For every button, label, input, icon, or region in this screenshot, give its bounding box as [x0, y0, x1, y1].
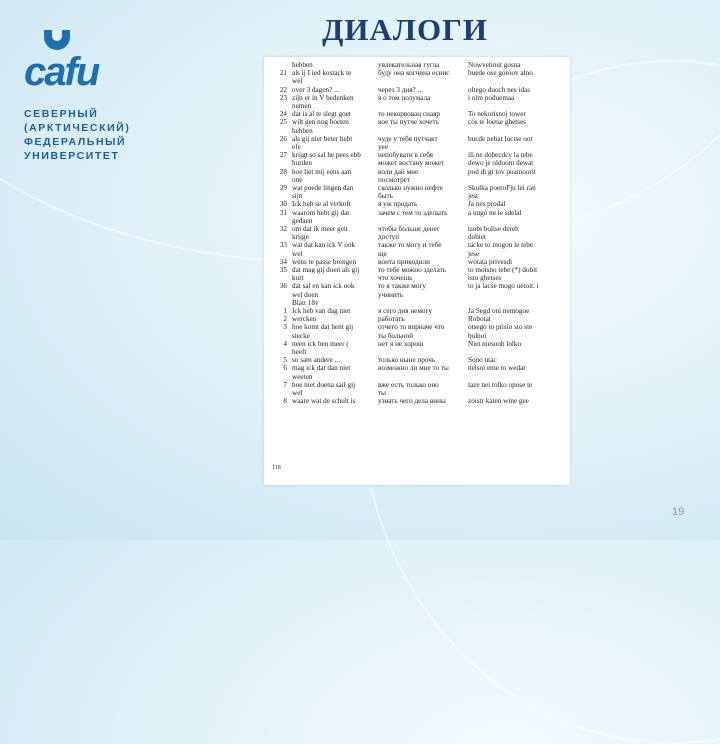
transliteration-text: Skolka poeroFju lei ran	[468, 184, 536, 192]
row-number: 3	[283, 323, 287, 332]
dutch-text: wel	[292, 77, 303, 86]
dutch-text: Ick heb van dag niet	[292, 307, 351, 315]
russian-text: нет я не хорош	[378, 339, 424, 348]
transliteration-text: To nekorisnoj tower	[468, 110, 526, 119]
dutch-text: wel doen	[292, 290, 319, 299]
russian-text: возможно ли мне то ты	[378, 364, 449, 373]
transliteration-text: zoistr katen wine gee	[468, 397, 529, 406]
dutch-text: kurt	[292, 274, 304, 283]
dutch-text: wat poede lingen dan	[292, 184, 354, 192]
russian-text: непобувати в себя	[378, 151, 433, 160]
logo-wordmark: cafu	[24, 50, 99, 94]
transliteration-text: wotata privesdi	[468, 257, 513, 266]
dutch-text: hoe komt dat hent gij	[292, 323, 354, 332]
dutch-text: Blatt 18v	[292, 298, 319, 307]
logo-university-name	[24, 107, 131, 163]
transliteration-text: cos te loetse ghetses	[468, 118, 527, 127]
russian-text: чуде у тебя путчакт	[378, 134, 438, 143]
slide-page-number: 19	[672, 506, 685, 518]
dutch-text: waarom hebt gij dat	[292, 208, 350, 217]
russian-text: вже есть только оно	[378, 380, 439, 389]
russian-text: посмотрет	[378, 175, 411, 184]
transliteration-text: pod di gi iov poamoorit	[468, 167, 536, 176]
document-page-number: 118	[272, 465, 281, 471]
dutch-text: om dat ik meer geit	[292, 225, 348, 233]
transliteration-text: dobiet	[468, 233, 486, 242]
row-number: 6	[283, 364, 287, 373]
dutch-text: hebben	[292, 126, 313, 135]
transliteration-text: tacke to mogou le tebe	[468, 241, 534, 250]
russian-text: я уж продать	[378, 200, 418, 209]
dutch-text: waare wat de schult is	[292, 397, 356, 406]
dutch-text: sijn	[292, 192, 303, 201]
russian-text: то тебе можно зделать	[378, 266, 447, 274]
transliteration-text: to ja lacse mogo uetoit. i	[468, 282, 539, 291]
dutch-text: gedaen	[292, 216, 313, 225]
russian-text: сколько нужно нефте	[378, 184, 443, 192]
row-number: 33	[279, 241, 287, 250]
russian-text: я о том полумала	[378, 93, 431, 102]
row-number: 7	[283, 380, 287, 389]
russian-text: вонта приводили	[378, 257, 430, 266]
dutch-text: wercken	[292, 315, 317, 324]
dutch-text: krijgt so sal he pees ebb	[292, 151, 361, 160]
dutch-text: hoe niet doena sail gij	[292, 380, 356, 389]
russian-text: буду она когчина еснис	[378, 69, 450, 78]
russian-text: быть	[378, 192, 393, 201]
transliteration-text: tsto ghetses	[468, 274, 502, 283]
dutch-text: dat sal en kan ick ook	[292, 282, 355, 291]
dutch-text: als gij niet beter hebt	[292, 134, 353, 143]
dutch-text: krijge	[292, 233, 309, 242]
logo-line: (АРКТИЧЕСКИЙ)	[24, 122, 131, 134]
scanned-document	[264, 57, 570, 485]
row-number: 34	[279, 257, 287, 266]
row-number: 30	[279, 200, 287, 209]
transliteration-text: Sono ntac	[468, 356, 497, 365]
dutch-text: wel	[292, 249, 303, 258]
transliteration-text: Ja nes prodal	[468, 200, 506, 209]
transliteration-text: otsego to prisio sto ste	[468, 323, 533, 332]
row-number: 35	[279, 266, 287, 274]
row-number: 2	[283, 315, 287, 324]
dutch-text: wens te passe brengen	[292, 257, 357, 266]
dutch-text: hurden	[292, 159, 312, 168]
logo-line: УНИВЕРСИТЕТ	[24, 150, 120, 162]
row-number: 28	[279, 167, 287, 176]
russian-text: только ныне прочь	[378, 356, 436, 365]
row-number: 24	[279, 110, 287, 119]
russian-text: то я также могу	[378, 282, 426, 291]
transliteration-text: jese	[468, 249, 480, 258]
row-number: 4	[283, 339, 287, 348]
dutch-text: neen ick ben meer (	[292, 339, 349, 348]
transliteration-text: bucde nebar loctse oot	[468, 134, 533, 143]
transliteration-text: i oim poduemaa	[468, 93, 515, 102]
dutch-text: zijn er in V bedenken	[292, 93, 354, 102]
row-number: 1	[283, 307, 287, 315]
row-number: 27	[279, 151, 287, 160]
russian-text: уее	[378, 143, 388, 151]
dutch-text: hoe liet mij eens aan	[292, 167, 352, 176]
dutch-text: wat dat kan ick V ook	[292, 241, 356, 250]
transliteration-text: buede ose goroov alno	[468, 69, 533, 78]
transliteration-text: to motsno tebe (*) dobit	[468, 266, 538, 274]
dutch-text: nemen	[292, 102, 312, 110]
transliteration-text: Nowvetinut gosna	[468, 61, 521, 69]
russian-text: может востану может	[378, 159, 445, 168]
dutch-text: so sam andere ...	[292, 356, 340, 365]
transliteration-text: a ungo ne le sdelal	[468, 208, 522, 217]
logo-line: СЕВЕРНЫЙ	[24, 108, 99, 120]
row-number: 8	[283, 397, 287, 406]
transliteration-text: dewo je oldoom dewat	[468, 159, 534, 168]
russian-text: чтобы больше денег	[378, 225, 440, 233]
transliteration-text: Robotat	[468, 315, 491, 324]
row-number: 31	[279, 208, 287, 217]
russian-text: вое ты путче хочеть	[378, 118, 439, 127]
row-number: 26	[279, 134, 287, 143]
russian-text: отчего то вприаче что	[378, 323, 445, 332]
transliteration-text: tsobi bolise dereh	[468, 225, 519, 233]
transliteration-text: ili ne dobecdcy la tebe	[468, 151, 533, 160]
dutch-text: mag ick dat dan niet	[292, 364, 351, 373]
dutch-text: dat mag gij doen als gij	[292, 266, 360, 274]
dutch-text: one	[292, 175, 303, 184]
row-number: 22	[279, 85, 287, 94]
dutch-text: als ij I ied kostack te	[292, 69, 352, 78]
dutch-text: weeten	[292, 372, 313, 381]
russian-text: через 3 дня? ...	[378, 85, 423, 94]
dutch-text: heeft	[292, 348, 307, 356]
dutch-text: wel	[292, 389, 303, 397]
slide-title: ДИАЛОГИ	[322, 12, 488, 47]
transliteration-text: nelsoi eme to wedar	[468, 364, 526, 373]
russian-text: ты больной	[378, 331, 414, 340]
russian-text: узнать чего дела вины	[378, 397, 446, 406]
russian-text: ще	[378, 249, 387, 258]
dutch-text: efe	[292, 143, 301, 151]
russian-text: также то могу и тебе	[378, 241, 442, 250]
dutch-text: dat is al te slegt goet	[292, 110, 351, 119]
russian-text: увлекательная гугла	[378, 61, 440, 69]
transliteration-text: bolnoi	[468, 331, 487, 340]
row-number: 32	[279, 225, 287, 233]
dutch-text: siecke	[292, 331, 310, 340]
russian-text: учинить	[378, 290, 404, 299]
transliteration-text: oltego duoch nes idas	[468, 85, 531, 94]
dutch-text: wilt gen nog hoeten	[292, 118, 349, 127]
russian-text: доступ	[378, 233, 400, 242]
dutch-text: Ick heb se al verkoft	[292, 200, 351, 209]
dutch-text: over 3 dagen? ...	[292, 85, 340, 94]
transliteration-text: Ja Segd oni nemogoe	[468, 307, 530, 315]
row-number: 5	[283, 356, 287, 365]
row-number: 21	[279, 69, 287, 78]
russian-text: работать	[378, 315, 405, 324]
russian-text: воли дай мне	[378, 167, 419, 176]
transliteration-text: jest	[468, 192, 478, 201]
russian-text: я сего дня немогу	[378, 307, 433, 315]
russian-text: зачем с тем то зделыть	[378, 208, 448, 217]
russian-text: то некорвовац снаяр	[378, 110, 440, 119]
russian-text: что хочешь	[378, 274, 413, 283]
logo-line: ФЕДЕРАЛЬНЫЙ	[24, 136, 127, 148]
row-number: 25	[279, 118, 287, 127]
russian-text: ты	[378, 389, 386, 397]
transliteration-text: laze nei tolko opose te	[468, 380, 533, 389]
row-number: 29	[279, 184, 287, 192]
row-number: 23	[279, 93, 287, 102]
row-number: 36	[279, 282, 287, 291]
transliteration-text: Niet niesuob lolko	[468, 339, 522, 348]
dutch-text: hebben	[292, 61, 313, 69]
